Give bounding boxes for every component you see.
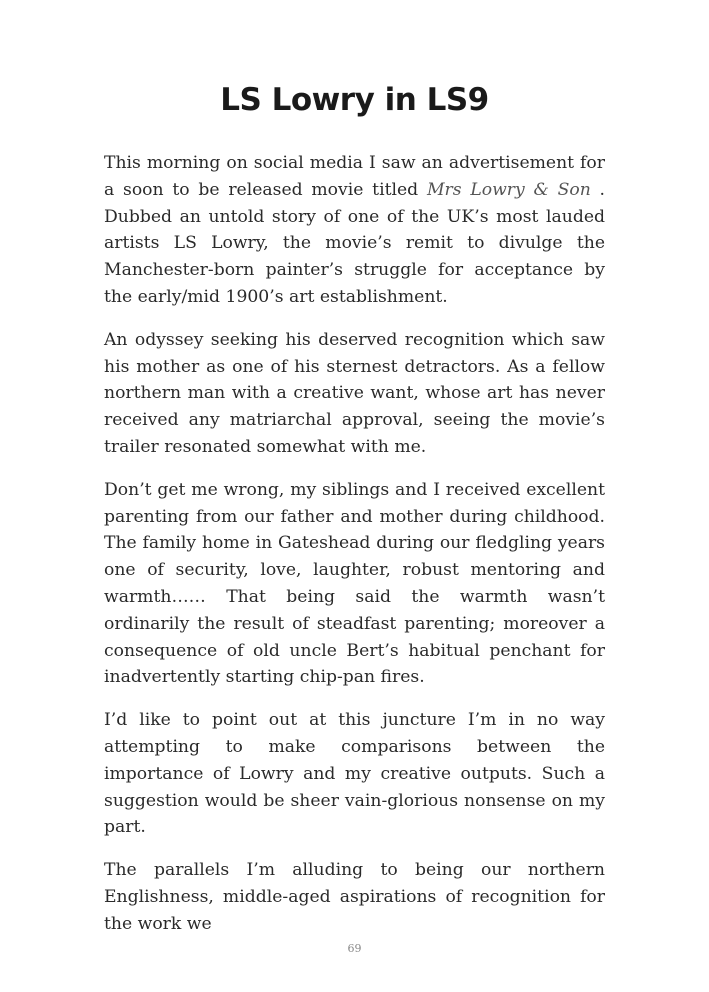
paragraph-2: An odyssey seeking his deserved recognition which saw his mother as one of his sternest detractors. As a fellow northern man with a creative want, whose art has never received any matriarchal approval, seeing the movie’s trailer resonated somewhat with me. — [104, 329, 605, 457]
chapter-body — [104, 150, 605, 954]
paragraph-3: Don’t get me wrong, my siblings and I received excellent parenting from our father and mother during childhood. The family home in Gateshead during our fledgling years one of security, love, laughter, robust mentoring and warmth…… That being said the warmth wasn’t ordinarily the result of steadfast parenting; moreover a consequence of old uncle Bert’s habitual penchant for inadvertently starting chip-pan fires. — [104, 479, 605, 688]
paragraph-5: The parallels I’m alluding to being our northern Englishness, middle-aged aspirations of recognition for the work we — [104, 860, 605, 934]
paragraph-1 — [104, 150, 605, 311]
page-number: 69 — [347, 942, 362, 955]
movie-title-italic: Mrs Lowry & Son — [426, 179, 591, 200]
chapter-title: LS Lowry in LS9 — [220, 82, 489, 118]
paragraph-1-text-end: . Dubbed an untold story of one of the UK’s most lauded artists LS Lowry, the movie’s remit to divulge the Manchester-born painter’s struggle for acceptance by the early/mid 1900’s art establishment. — [104, 179, 605, 307]
paragraph-1-text-start: This morning on social media I saw an advertisement for a soon to be released movie titled — [104, 153, 605, 200]
paragraph-4: I’d like to point out at this juncture I’m in no way attempting to make comparisons between the importance of Lowry and my creative outputs. Such a suggestion would be sheer vain-glorious nonsense on my part. — [104, 710, 605, 838]
